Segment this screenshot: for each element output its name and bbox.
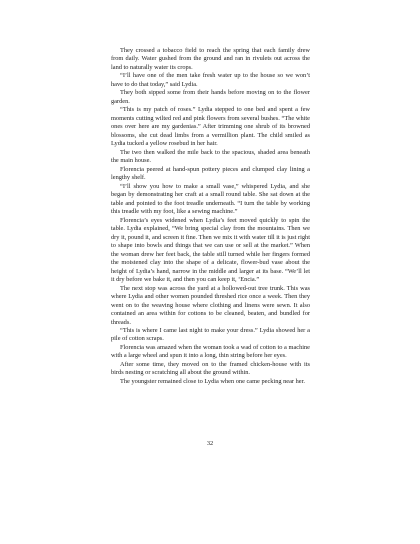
body-text (111, 47, 310, 386)
paragraph: “I’ll have one of the men take fresh water up to the house so we won’t have to do that today,” said Lydia. (111, 72, 310, 88)
page-number: 32 (206, 440, 214, 447)
paragraph: Florencia’s eyes widened when Lydia’s feet moved quickly to spin the table. Lydia explained, “We bring special clay from the mountains. Then we dry it, pound it, and screen it fine. Then we mix it with water till it is just right to shape into bowls and things that we can use or sell at the market.” When the woman drew her feet back, the table still turned while her fingers formed the moistened clay into the shape of a delicate, flower-bud vase about the height of Lydia’s hand, narrow in the middle and larger at its base. “We’ll let it dry before we bake it, and then you can keep it, ‘Encia.” (111, 216, 310, 284)
paragraph: The two then walked the mile back to the spacious, shaded area beneath the main house. (111, 148, 310, 165)
paragraph: The next stop was across the yard at a hollowed-out tree trunk. This was where Lydia and other women pounded threshed rice once a week. Then they went on to the weaving house where clothing and linens were sewn. It also contained an area within for cottons to be cleaned, beaten, and bundled for threads. (111, 284, 310, 326)
paragraph: “This is my patch of roses.” Lydia stepped to one bed and spent a few moments cutting wilted red and pink flowers from several bushes. “The white ones over here are my gardenias.” After trimming one shrub of its browned blossoms, she cut dead limbs from a vermillion plant. The child smiled as Lydia tucked a yellow rosebud in her hair. (111, 106, 310, 148)
paragraph: The youngster remained close to Lydia when one came pecking near her. (120, 377, 305, 385)
paragraph: “I’ll show you how to make a small vase,” whispered Lydia, and she began by demonstrating her craft at a small round table. She sat down at the table and pointed to the foot treadle underneath. “I turn the table by working this treadle with my foot, like a sewing machine.” (111, 182, 310, 216)
paragraph: After some time, they moved on to the framed chicken-house with its birds nesting or scratching all about the ground within. (111, 360, 310, 377)
paragraph: “This is where I came last night to make your dress.” Lydia showed her a pile of cotton scraps. (111, 326, 310, 343)
paragraph: Florencia peered at hand-spun pottery pieces and clumped clay lining a lengthy shelf. (111, 165, 310, 182)
paragraph: Florencia was amazed when the woman took a wad of cotton to a machine with a large wheel and spun it into a long, thin string before her eyes. (111, 343, 310, 360)
paragraph: They both sipped some from their hands before moving on to the flower garden. (111, 89, 310, 105)
paragraph: They crossed a tobacco field to reach the spring that each family drew from daily. Water gushed from the ground and ran in rivulets out across the land to naturally water its crops. (111, 47, 310, 71)
